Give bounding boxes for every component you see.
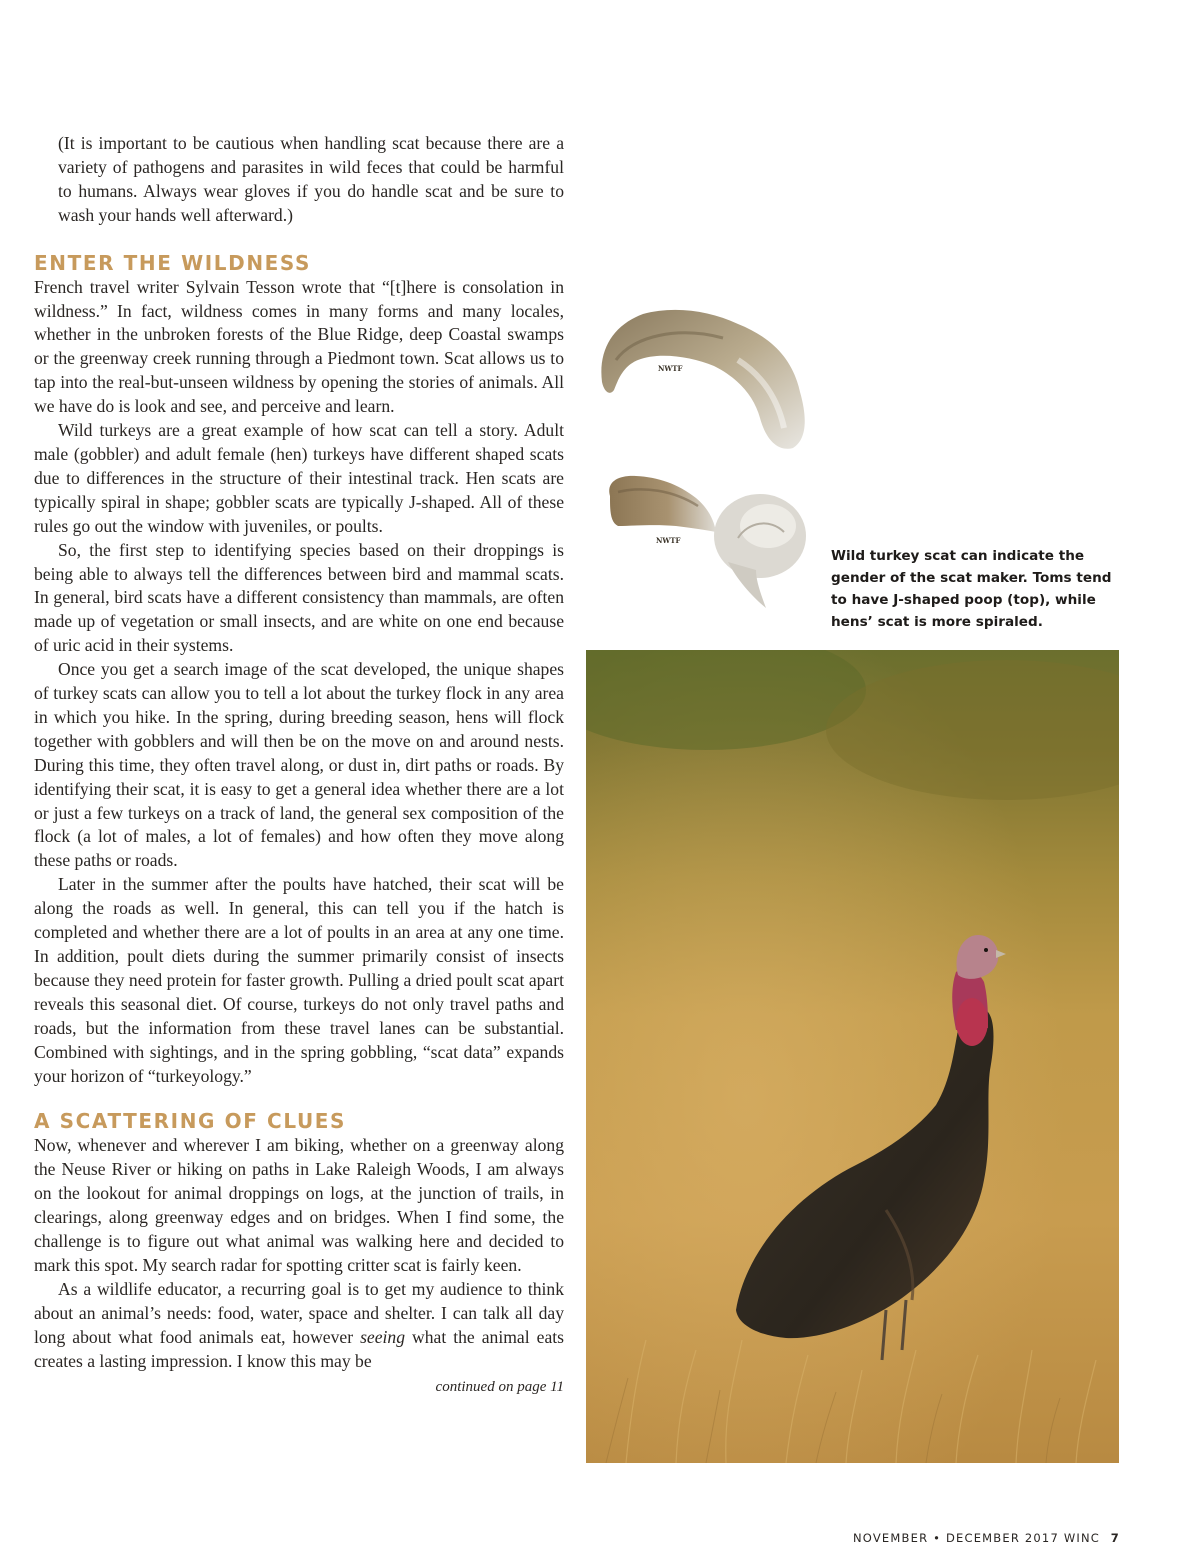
body-paragraph: Once you get a search image of the scat developed, the unique shapes of turkey scats can allow you to tell a lot about the turkey flock in any area in which you hike. In the spring, during breeding season, hens will flock together with gobblers and will then be on the move on and around nests. During this time, they often travel along, or dust in, dirt paths or roads. By identifying their scat, it is easy to get a general idea whether there are a lot or just a few turkeys on a track of land, the general sex composition of the flock (a lot of males, a lot of females) and how often they move along these paths or roads. <box>34 659 564 871</box>
body-paragraph: So, the first step to identifying species based on their droppings is being able to always tell the differences between bird and mammal scats. In general, bird scats have a different consistency than mammals, are often made up of vegetation or small insects, and are white on one end because of uric acid in their systems. <box>34 539 564 656</box>
body-text-italic: seeing <box>360 1326 406 1347</box>
photo-caption: Wild turkey scat can indicate the gender of the scat maker. Toms tend to have J-shaped poop (top), while hens’ scat is more spiraled. <box>831 548 1112 630</box>
spiral-scat-image <box>609 476 806 608</box>
article-column <box>34 132 564 1399</box>
issue-date: NOVEMBER • DECEMBER 2017 <box>853 1531 1059 1545</box>
turkey-scat-photos <box>588 300 818 620</box>
continued-note: continued on page 11 <box>435 1378 564 1395</box>
body-paragraph: Wild turkeys are a great example of how scat can tell a story. Adult male (gobbler) and adult female (hen) turkeys have different shaped scats due to differences in the structure of their intestinal track. Hen scats are typically spiral in shape; gobbler scats are typically J-shaped. All of these rules go out the window with juveniles, or poults. <box>34 420 564 536</box>
j-shaped-scat-image <box>601 310 804 449</box>
body-paragraph <box>34 1278 564 1374</box>
photo-credit-bottom: NWTF <box>656 536 681 545</box>
magazine-name: WINC <box>1063 1531 1101 1545</box>
section-heading-a-scattering-of-clues: A SCATTERING OF CLUES <box>34 1109 347 1134</box>
page-number: 7 <box>1110 1531 1120 1545</box>
body-paragraph: French travel writer Sylvain Tesson wrote that “[t]here is consolation in wildness.” In fact, wildness comes in many forms and many locales, whether in the unbroken forests of the Blue Ridge, deep Coastal swamps or the greenway creek running through a Piedmont town. Scat allows us to tap into the real-but-unseen wildness by opening the stories of animals. All we have do is look and see, and perceive and learn. <box>34 276 564 417</box>
section-heading-enter-the-wildness: ENTER THE WILDNESS <box>34 250 312 275</box>
page-footer <box>853 1531 1120 1545</box>
body-paragraph: Now, whenever and wherever I am biking, whether on a greenway along the Neuse River or hiking on paths in Lake Raleigh Woods, I am always on the lookout for animal droppings on logs, at the junction of trails, in clearings, along greenway edges and on bridges. When I find some, the challenge is to figure out what animal was walking here and decided to mark this spot. My search radar for spotting critter scat is fairly keen. <box>34 1135 564 1275</box>
body-text: what the animal eats creates a lasting impression. I know this may be <box>34 1326 564 1371</box>
intro-paragraph: (It is important to be cautious when handling scat because there are a variety of pathogens and parasites in wild feces that could be harmful to humans. Always wear gloves if you do handle scat and be sure to wash your hands well afterward.) <box>58 133 564 225</box>
wild-turkey-photo <box>586 650 1119 1463</box>
body-text: As a wildlife educator, a recurring goal is to get my audience to think about an animal’s needs: food, water, space and shelter. I can talk all day long about what food animals eat, however <box>34 1278 564 1347</box>
wild-turkey-image <box>586 650 1119 1463</box>
body-paragraph: Later in the summer after the poults have hatched, their scat will be along the roads as well. In general, this can tell you if the hatch is completed and whether there are a lot of poults in an area at any one time. In addition, poult diets during the summer primarily consist of insects because they need protein for faster growth. Pulling a dried poult scat apart reveals this seasonal diet. Of course, turkeys do not only travel paths and roads, but the information from these travel lanes can be substantial. Combined with sightings, and in the spring gobbling, “scat data” expands your horizon of “turkeyology.” <box>34 874 564 1086</box>
photo-credit-top: NWTF <box>658 364 683 373</box>
